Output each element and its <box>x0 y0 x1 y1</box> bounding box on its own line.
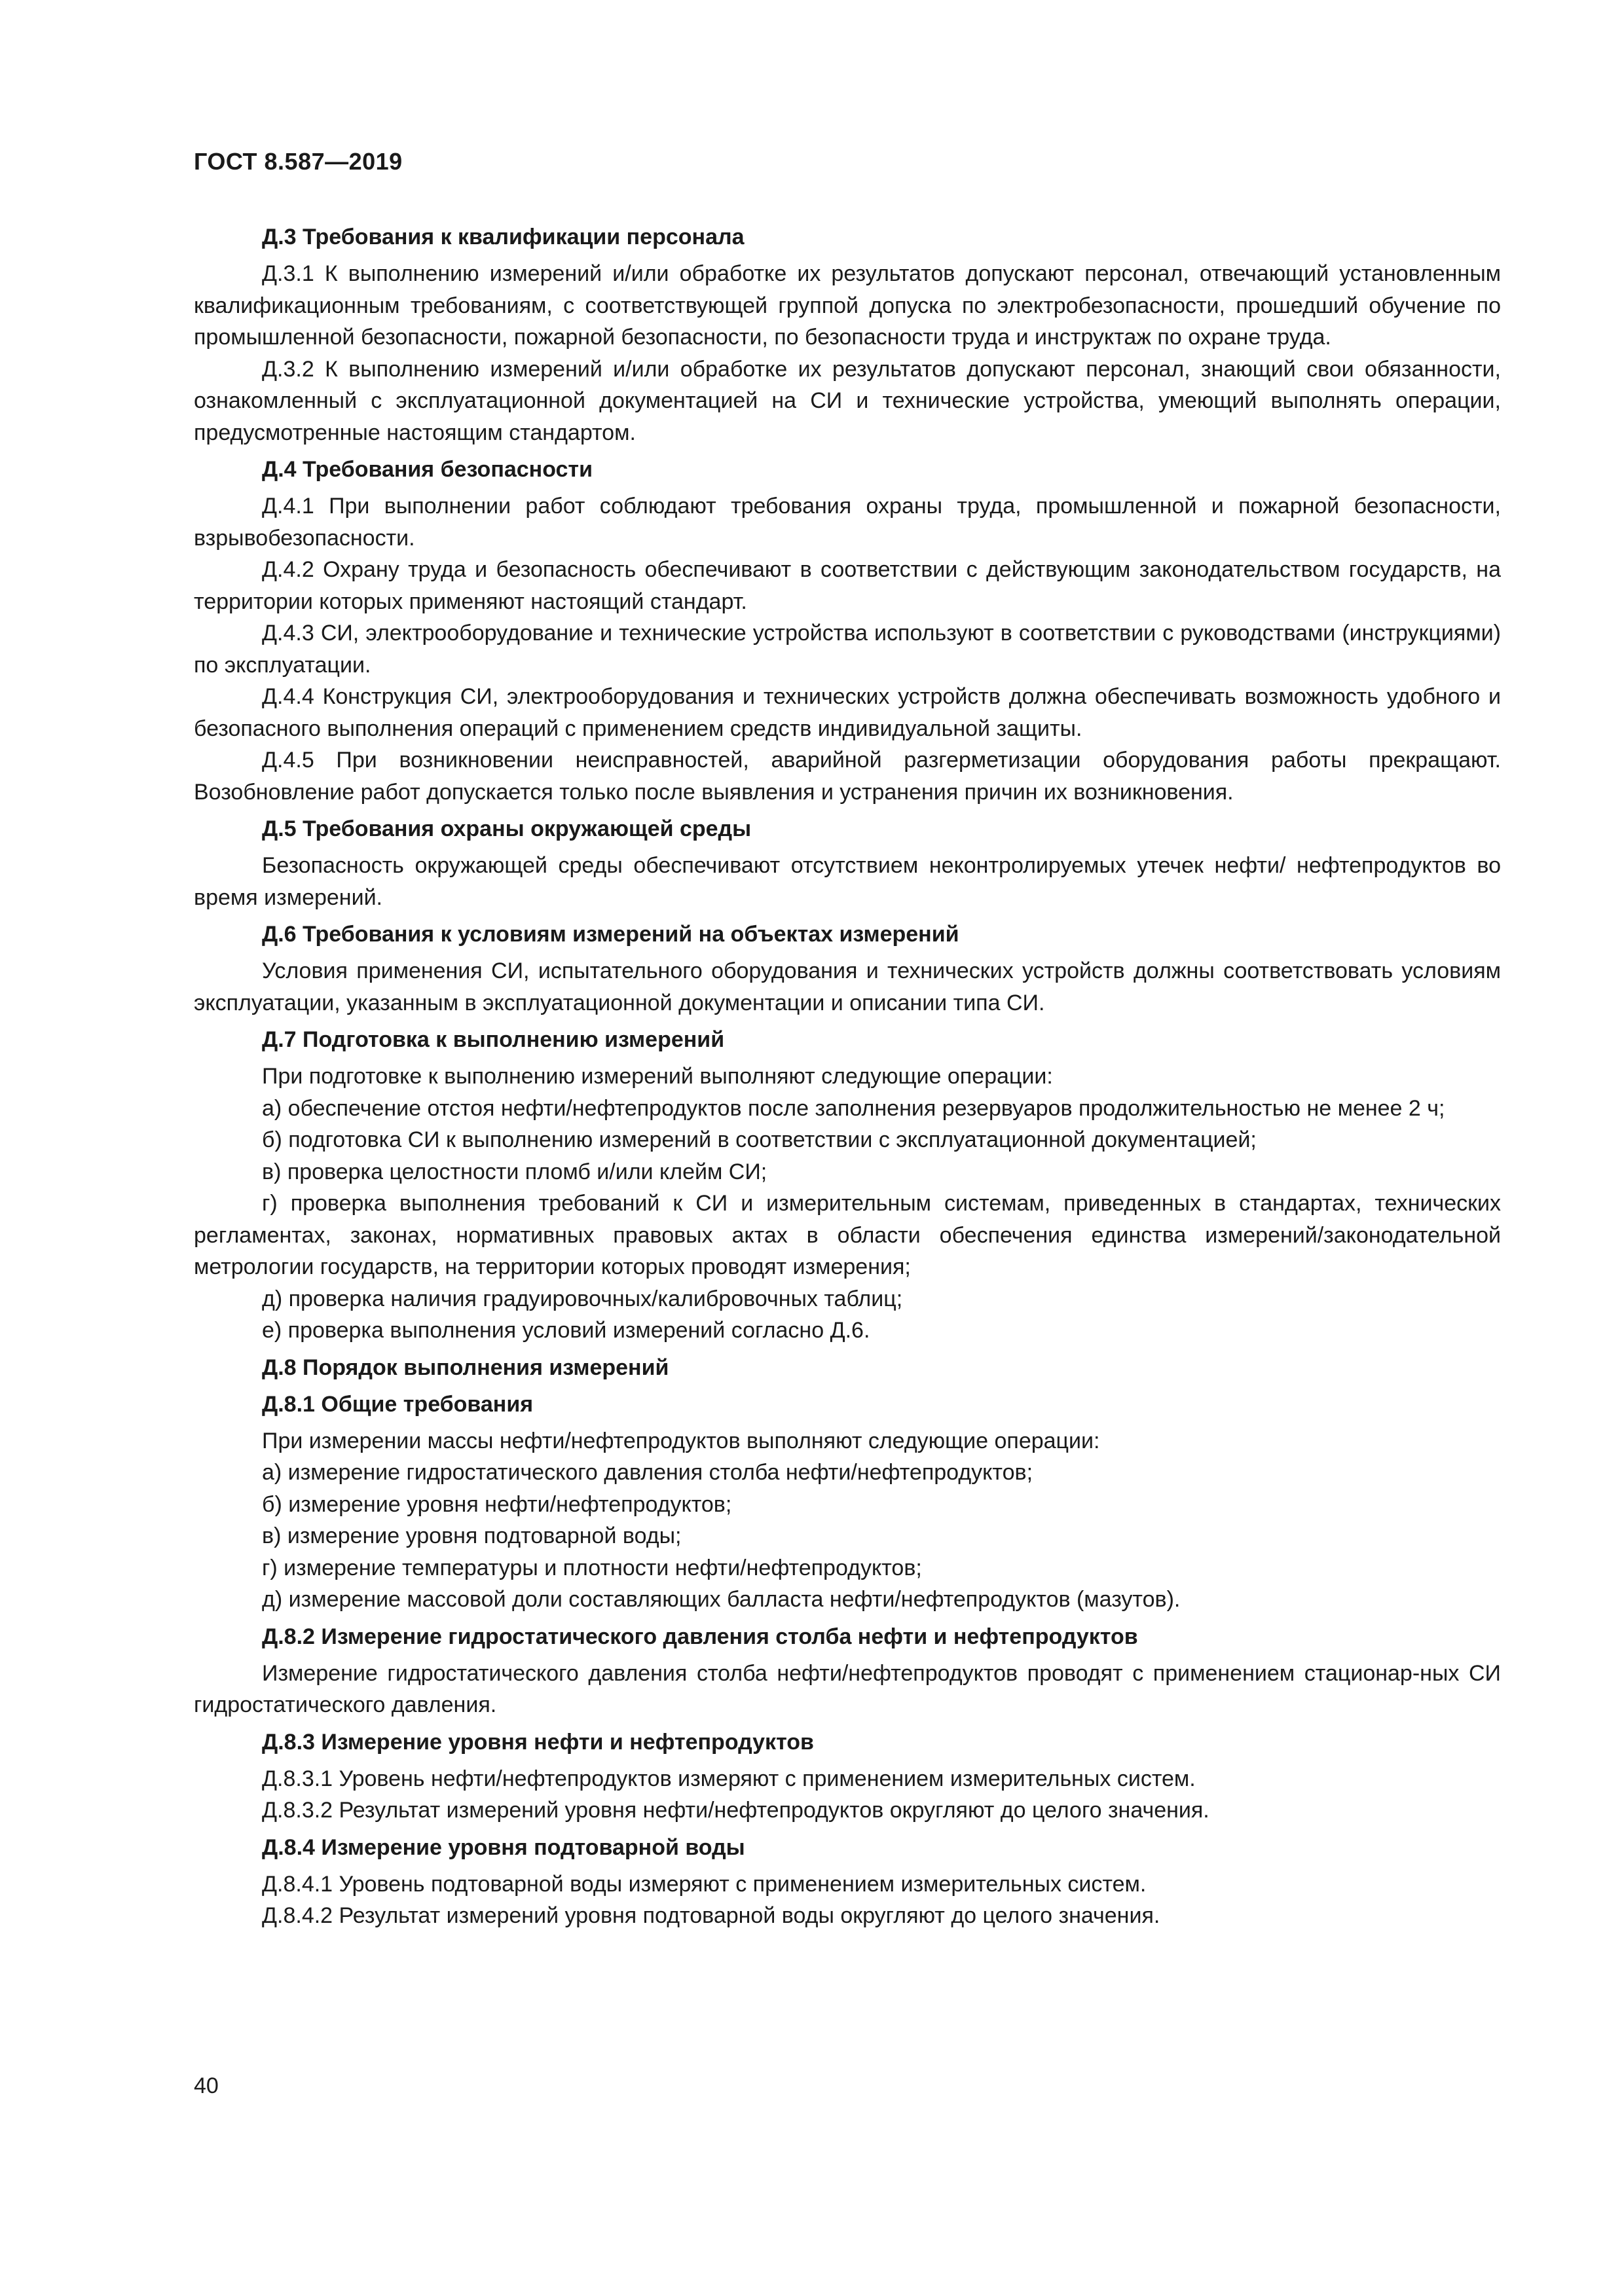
paragraph-d8-2-1: Измерение гидростатического давления столба нефти/нефтепродуктов проводят с применением стационар-ных СИ гидростатического давления. <box>194 1660 1501 1717</box>
paragraph-d3-1: Д.3.1 К выполнению измерений и/или обработке их результатов допускают персонал, отвечающий установленным квалификационным требованиям, с соответствующей группой допуска по электробезопасности, прошедший обучение по промышленной безопасности, пожарной безопасности, по безопасности труда и инструктаж по охране труда. <box>194 261 1501 350</box>
paragraph-d8-3-1: Д.8.3.1 Уровень нефти/нефтепродуктов измеряют с применением измерительных систем. <box>262 1766 1196 1791</box>
subsection-heading-d8-3: Д.8.3 Измерение уровня нефти и нефтепродуктов <box>262 1729 814 1755</box>
document-page <box>194 0 1501 2296</box>
list-item: г) измерение температуры и плотности нефти/нефтепродуктов; <box>262 1555 922 1580</box>
list-item: б) измерение уровня нефти/нефтепродуктов; <box>262 1491 732 1517</box>
section-heading-d8: Д.8 Порядок выполнения измерений <box>262 1355 669 1380</box>
list-item: д) измерение массовой доли составляющих балласта нефти/нефтепродуктов (мазутов). <box>262 1587 1181 1612</box>
paragraph-d8-1-intro: При измерении массы нефти/нефтепродуктов выполняют следующие операции: <box>262 1428 1100 1453</box>
paragraph-d6-1: Условия применения СИ, испытательного оборудования и технических устройств должны соответствовать условиям эксплуатации, указанным в эксплуатационной документации и описании типа СИ. <box>194 958 1501 1015</box>
document-id-header: ГОСТ 8.587—2019 <box>194 148 403 175</box>
list-item: д) проверка наличия градуировочных/калибровочных таблиц; <box>262 1286 903 1311</box>
page-number: 40 <box>194 2073 219 2098</box>
list-item: а) обеспечение отстоя нефти/нефтепродуктов после заполнения резервуаров продолжительностью не менее 2 ч; <box>262 1095 1445 1121</box>
section-heading-d3: Д.3 Требования к квалификации персонала <box>262 225 745 249</box>
section-heading-d6: Д.6 Требования к условиям измерений на объектах измерений <box>262 922 959 947</box>
paragraph-d7-intro: При подготовке к выполнению измерений выполняют следующие операции: <box>262 1064 1053 1089</box>
paragraph-d4-3: Д.4.3 СИ, электрооборудование и технические устройства используют в соответствии с руководствами (инструкциями) по эксплуатации. <box>194 621 1501 678</box>
paragraph-d8-3-2: Д.8.3.2 Результат измерений уровня нефти/нефтепродуктов округляют до целого значения. <box>262 1798 1209 1823</box>
list-item: г) проверка выполнения требований к СИ и измерительным системам, приведенных в стандартах, технических регламентах, законах, нормативных правовых актах в области обеспечения единства измерений/законодательной метрологии государств, на территории которых проводят измерения; <box>194 1191 1501 1279</box>
paragraph-d8-4-2: Д.8.4.2 Результат измерений уровня подтоварной воды округляют до целого значения. <box>262 1903 1160 1928</box>
subsection-heading-d8-2: Д.8.2 Измерение гидростатического давления столба нефти и нефтепродуктов <box>262 1624 1138 1649</box>
paragraph-d4-4: Д.4.4 Конструкция СИ, электрооборудования и технических устройств должна обеспечивать возможность удобного и безопасного выполнения операций с применением средств индивидуальной защиты. <box>194 684 1501 741</box>
list-item: а) измерение гидростатического давления столба нефти/нефтепродуктов; <box>262 1460 1033 1485</box>
list-item: б) подготовка СИ к выполнению измерений в соответствии с эксплуатационной документацией; <box>262 1127 1257 1152</box>
section-heading-d5: Д.5 Требования охраны окружающей среды <box>262 816 752 841</box>
list-item: е) проверка выполнения условий измерений согласно Д.6. <box>262 1318 870 1343</box>
section-heading-d4: Д.4 Требования безопасности <box>262 457 593 482</box>
section-heading-d7: Д.7 Подготовка к выполнению измерений <box>262 1027 725 1052</box>
paragraph-d8-4-1: Д.8.4.1 Уровень подтоварной воды измеряют с применением измерительных систем. <box>262 1871 1147 1897</box>
paragraph-d5-1: Безопасность окружающей среды обеспечивают отсутствием неконтролируемых утечек нефти/ нефтепродуктов во время измерений. <box>194 853 1501 910</box>
paragraph-d4-1: Д.4.1 При выполнении работ соблюдают требования охраны труда, промышленной и пожарной безопасности, взрывобезопасности. <box>194 494 1501 551</box>
subsection-heading-d8-4: Д.8.4 Измерение уровня подтоварной воды <box>262 1834 745 1860</box>
paragraph-d4-5: Д.4.5 При возникновении неисправностей, аварийной разгерметизации оборудования работы прекращают. Возобновление работ допускается только после выявления и устранения причин их возникновения. <box>194 748 1501 805</box>
document-body <box>194 221 1501 1932</box>
paragraph-d4-2: Д.4.2 Охрану труда и безопасность обеспечивают в соответствии с действующим законодательством государств, на территории которых применяют настоящий стандарт. <box>194 557 1501 614</box>
subsection-heading-d8-1: Д.8.1 Общие требования <box>262 1391 534 1417</box>
list-item: в) проверка целостности пломб и/или клейм СИ; <box>262 1159 767 1184</box>
paragraph-d3-2: Д.3.2 К выполнению измерений и/или обработке их результатов допускают персонал, знающий свои обязанности, ознакомленный с эксплуатационной документацией на СИ и технические устройства, умеющий выполнять операции, предусмотренные настоящим стандартом. <box>194 356 1501 445</box>
list-item: в) измерение уровня подтоварной воды; <box>262 1523 682 1548</box>
